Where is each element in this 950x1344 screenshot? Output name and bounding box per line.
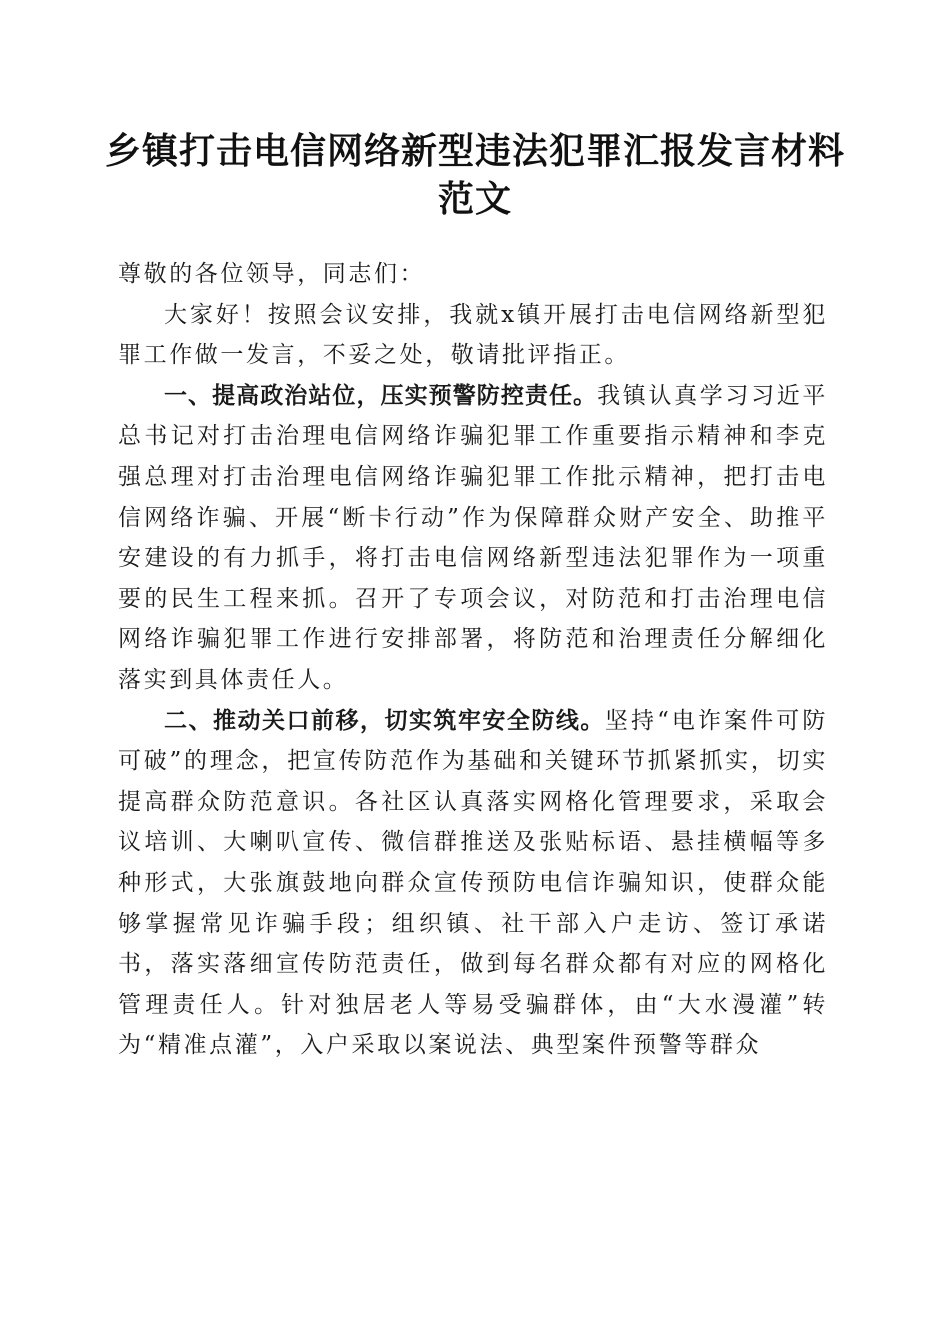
section-2-heading: 二、推动关口前移，切实筑牢安全防线。: [164, 707, 605, 734]
document-title: [100, 128, 850, 224]
section-2-paragraph: [118, 701, 828, 1066]
intro-paragraph: 大家好！按照会议安排，我就x镇开展打击电信网络新型犯罪工作做一发言，不妥之处，敬请批评指正。: [118, 301, 828, 369]
section-1-heading: 一、提高政治站位，压实预警防控责任。: [164, 382, 598, 409]
document-body: [118, 254, 828, 1066]
title-line-1: 乡镇打击电信网络新型违法犯罪汇报发言材料: [104, 131, 845, 172]
section-2-body: 坚持“电诈案件可防可破”的理念，把宣传防范作为基础和关键环节抓紧抓实，切实提高群众防范意识。各社区认真落实网格化管理要求，采取会议培训、大喇叭宣传、微信群推送及张贴标语、悬挂横幅等多种形式，大张旗鼓地向群众宣传预防电信诈骗知识，使群众能够掌握常见诈骗手段；组织镇、社干部入户走访、签订承诺书，落实落细宣传防范责任，做到每名群众都有对应的网格化管理责任人。针对独居老人等易受骗群体，由“大水漫灌”转为“精准点灌”，入户采取以案说法、典型案件预警等群众: [118, 707, 828, 1059]
section-1-body: 我镇认真学习习近平总书记对打击治理电信网络诈骗犯罪工作重要指示精神和李克强总理对打击治理电信网络诈骗犯罪工作批示精神，把打击电信网络诈骗、开展“断卡行动”作为保障群众财产安全、助推平安建设的有力抓手，将打击电信网络新型违法犯罪作为一项重要的民生工程来抓。召开了专项会议，对防范和打击治理电信网络诈骗犯罪工作进行安排部署，将防范和治理责任分解细化落实到具体责任人。: [118, 382, 828, 693]
salutation: 尊敬的各位领导，同志们：: [118, 261, 426, 287]
title-line-2: 范文: [437, 179, 512, 220]
section-1-paragraph: [118, 376, 828, 701]
